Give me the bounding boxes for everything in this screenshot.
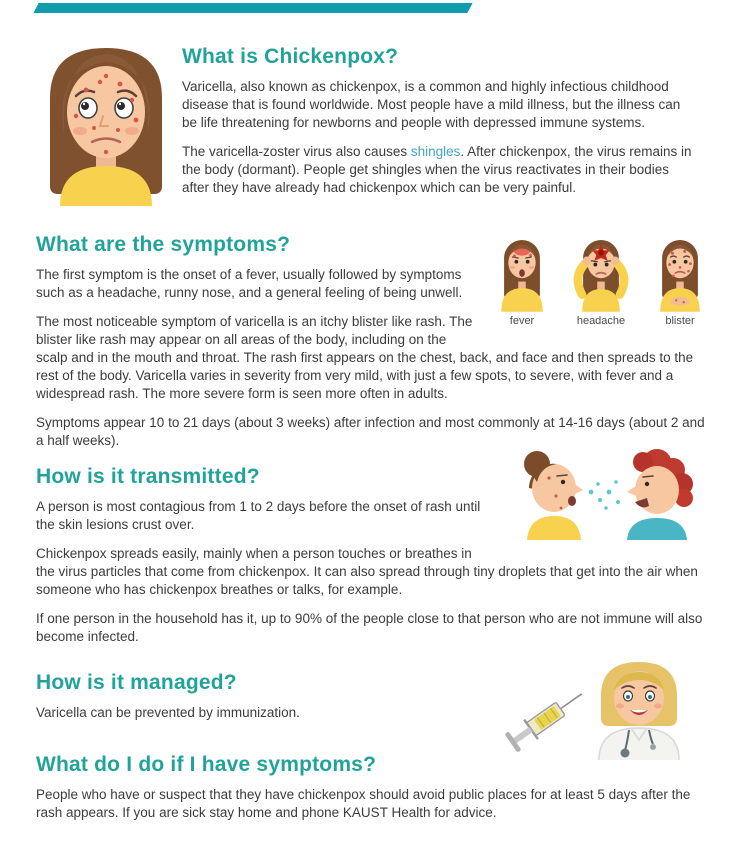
- syringe-icon: [506, 684, 589, 752]
- managed-paragraph-1: Varicella can be prevented by immunization.: [36, 705, 300, 720]
- transmitted-paragraph-1: A person is most contagious from 1 to 2 days before the onset of rash until the skin lesions crust over.: [36, 499, 481, 532]
- section-transmitted: [36, 464, 707, 646]
- girl-with-chickenpox-illustration: [30, 38, 182, 206]
- immunization-illustration: [495, 656, 693, 760]
- section-title-managed: How is it managed?: [36, 671, 237, 694]
- figure-caption: fever: [509, 315, 535, 327]
- section-what-do: [36, 752, 707, 822]
- section-title-symptoms: What are the symptoms?: [36, 233, 291, 256]
- what-do-paragraph-1: People who have or suspect that they have chickenpox should avoid public places for at least 5 days after the rash appears. If you are sick stay home and phone KAUST Health for advice.: [36, 787, 691, 820]
- what-is-paragraph-1: Varicella, also known as chickenpox, is a common and highly infectious childhood disease that is found worldwide. Most people have a mild illness, but the illness can be life threatening for newborns and people with depressed immune systems.: [182, 79, 681, 130]
- section-title-what-do: What do I do if I have symptoms?: [36, 753, 377, 776]
- figure-caption: headache: [576, 315, 626, 327]
- transmitted-paragraph-2: Chickenpox spreads easily, mainly when a person touches or breathes in the virus particles that come from chickenpox. It can also spread through tiny droplets that get into the air when someone who has chickenpox breathes or talks, for example.: [36, 546, 698, 597]
- symptoms-paragraph-1: The first symptom is the onset of a fever, usually followed by symptoms such as a headache, runny nose, and a general feeling of being unwell.: [36, 267, 463, 300]
- sneeze-transmission-illustration: [499, 446, 711, 540]
- nurse-illustration: [599, 662, 679, 760]
- blister-girl-icon: [647, 234, 713, 314]
- shingles-link[interactable]: shingles: [410, 144, 461, 159]
- symptoms-paragraph-2: The most noticeable symptom of varicella is an itchy blister like rash. The blister like rash may appear on all areas of the body, including on the scalp and in the mouth and throat. The rash first appears on the chest, back, and face and then spreads to the rest of the body. Varicella varies in severity from very mild, with just a few spots, to severe, with fever and a widespread rash. The more severe form is seen more often in adults.: [36, 314, 694, 401]
- section-title-transmitted: How is it transmitted?: [36, 465, 260, 488]
- fever-figure: [487, 234, 557, 327]
- top-accent-bar: [33, 3, 472, 13]
- symptom-figures: [487, 234, 715, 327]
- section-what-is: [30, 38, 707, 208]
- fever-girl-icon: [489, 234, 555, 314]
- figure-caption: blister: [665, 315, 695, 327]
- blister-figure: [645, 234, 715, 327]
- section-title-what-is: What is Chickenpox?: [182, 45, 399, 68]
- section-symptoms: [36, 232, 707, 450]
- transmitted-paragraph-3: If one person in the household has it, up to 90% of the people close to that person who are not immune will also become infected.: [36, 611, 703, 644]
- what-is-paragraph-2: The varicella-zoster virus also causes shingles. After chickenpox, the virus remains in the body (dormant). People get shingles when the virus reactivates in their bodies after they have already had chickenpox which can be very painful.: [182, 144, 692, 195]
- symptoms-paragraph-3: Symptoms appear 10 to 21 days (about 3 weeks) after infection and most commonly at 14-16 days (about 2 and a half weeks).: [36, 415, 705, 448]
- headache-girl-icon: [568, 234, 634, 314]
- headache-figure: [566, 234, 636, 327]
- section-managed: [36, 670, 707, 722]
